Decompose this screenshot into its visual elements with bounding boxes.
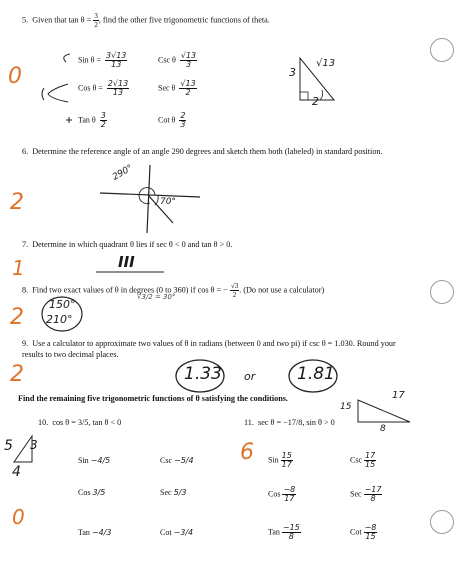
q10-row-tan: Tan −4/3 — [78, 528, 112, 537]
section-heading: Find the remaining five trigonometric functions of θ satisfying the conditions. — [18, 394, 288, 403]
q9-or: or — [244, 370, 256, 383]
score-mark: 0 — [8, 64, 22, 89]
q11-row-cos: Cos $\frac{-8}{17}$ — [268, 485, 296, 503]
score-mark: 2 — [10, 305, 24, 330]
question-number: 7. — [22, 240, 29, 249]
question-number: 5. — [22, 15, 29, 25]
question-text: , find the other five trigonometric functions of theta. — [98, 15, 270, 25]
question-condition: sec θ = −17/8, sin θ > 0 — [258, 418, 335, 427]
score-mark: 2 — [10, 362, 24, 387]
q5-row-tan: Tan θ $\frac{3}{2}$ — [78, 111, 106, 129]
q11-row-sec: Sec $\frac{-17}{8}$ — [350, 485, 382, 503]
q5-tri-adj: 2 — [312, 95, 319, 108]
question-5: 5. Given that tan θ = $\frac{3}{2}$ , find the other five trigonometric functions of theta. — [22, 12, 270, 29]
q5-tri-opp: 3 — [289, 66, 296, 79]
q10-row-sin: Sin −4/5 — [78, 456, 111, 465]
q11-triangle — [350, 396, 420, 426]
q11-row-tan: Tan $\frac{-15}{8}$ — [268, 523, 300, 541]
question-number: 10. — [38, 418, 49, 427]
q6-angle-290: 290° — [110, 163, 135, 183]
q10-row-cos: Cos 3/5 — [78, 488, 106, 497]
punch-hole — [430, 280, 454, 304]
question-8: 8. Find two exact values of θ in degrees (0 to 360) if cos θ = − $\frac{√3}{2}$ . (Do not use a calculator) — [22, 282, 325, 299]
question-text: Determine the reference angle of an angle 290 degrees and sketch them both (labeled) in standard position. — [32, 147, 383, 156]
q11-tri-hyp: 17 — [392, 390, 405, 401]
q8-note: √3/2 = 30° — [137, 293, 176, 301]
q7-answer: III — [118, 253, 135, 271]
question-6 — [22, 147, 402, 158]
q10-tri-hyp: 5 — [4, 438, 13, 454]
q5-bracket-marks — [30, 44, 80, 134]
question-text: Given that — [32, 15, 67, 25]
q10-row-sec: Sec 5/3 — [160, 488, 187, 497]
question-number: 11. — [244, 418, 254, 427]
question-text: . (Do not use a calculator) — [239, 285, 325, 295]
q11-row-sin: Sin $\frac{15}{17}$ — [268, 451, 292, 469]
q5-row-sec: Sec θ $\frac{√13}{2}$ — [158, 79, 196, 97]
q10-row-cot: Cot −3/4 — [160, 528, 194, 537]
q8-answer-2: 210° — [46, 313, 73, 326]
question-11 — [244, 418, 335, 429]
score-mark: 6 — [240, 440, 254, 465]
q5-row-cos: Cos θ = $\frac{2√13}{13}$ — [78, 79, 129, 97]
question-7 — [22, 240, 232, 251]
q5-row-cot: Cot θ $\frac{2}{3}$ — [158, 111, 186, 129]
question-number: 6. — [22, 147, 29, 156]
q11-row-csc: Csc $\frac{17}{15}$ — [350, 451, 376, 469]
answer-underline — [96, 270, 166, 274]
q5-row-csc: Csc θ $\frac{√13}{3}$ — [158, 51, 197, 69]
question-text: Determine in which quadrant θ lies if sec θ < 0 and tan θ > 0. — [32, 240, 233, 249]
q5-row-sin: Sin θ = $\frac{3√13}{13}$ — [78, 51, 127, 69]
score-mark: 0 — [12, 505, 25, 529]
q6-angle-70: 70° — [160, 197, 176, 207]
question-9 — [22, 339, 412, 360]
q11-row-cot: Cot $\frac{-8}{15}$ — [350, 523, 377, 541]
question-condition: cos θ = 3/5, tan θ < 0 — [52, 418, 122, 427]
q8-answer-1: 150° — [49, 298, 76, 311]
question-number: 9. — [22, 339, 29, 348]
punch-hole — [430, 38, 454, 62]
question-text: Find two exact values of θ in degrees (0 to 360) if cos θ = − — [32, 285, 228, 295]
score-mark: 1 — [12, 256, 25, 280]
given-expression: tan θ = — [68, 15, 92, 25]
q9-answer-2: 1.81 — [297, 364, 335, 384]
question-number: 8. — [22, 285, 29, 295]
q10-tri-adj: 3 — [30, 438, 38, 452]
q9-answer-1: 1.33 — [184, 364, 222, 384]
score-mark: 2 — [10, 190, 24, 215]
q11-tri-adj: 8 — [380, 424, 386, 434]
q5-tri-hyp: √13 — [316, 58, 336, 69]
q10-tri-opp: 4 — [12, 464, 21, 480]
q11-tri-opp: 15 — [340, 402, 352, 412]
question-10 — [38, 418, 121, 429]
punch-hole — [430, 510, 454, 534]
question-text: Use a calculator to approximate two values of θ in radians (between 0 and two pi) if csc θ = 1.030. Round your results to two decimal places. — [22, 339, 396, 359]
q10-row-csc: Csc −5/4 — [160, 456, 194, 465]
